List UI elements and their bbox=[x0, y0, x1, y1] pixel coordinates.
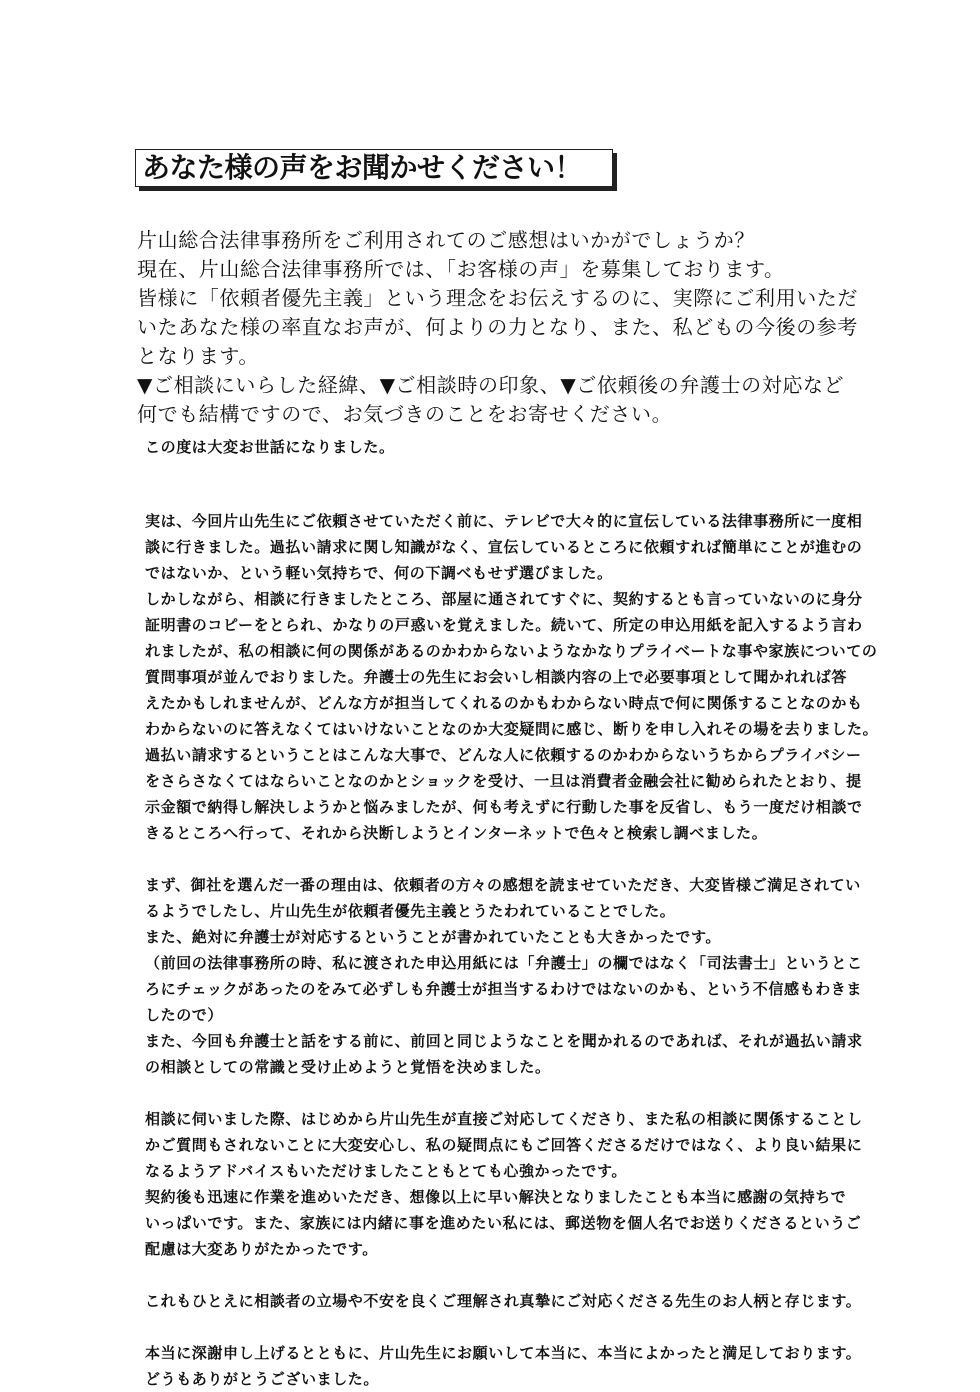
intro-section bbox=[137, 226, 857, 429]
body-line: いっぱいです。また、家族には内緒に事を進めたい私には、郵送物を個人名でお送りくださるというご bbox=[145, 1214, 862, 1232]
body-line: （前回の法律事務所の時、私に渡された申込用紙には「弁護士」の欄ではなく「司法書士」というとこ bbox=[145, 954, 863, 972]
intro-line: となります。 bbox=[137, 344, 259, 368]
paragraph-3 bbox=[145, 872, 863, 1080]
paragraph-1 bbox=[145, 434, 855, 460]
page-title: あなた様の声をお聞かせください！ bbox=[142, 151, 583, 184]
body-line: どうもありがとうございました。 bbox=[145, 1370, 380, 1388]
body-line: 質問事項が並んでおりました。弁護士の先生にお会いし相談内容の上で必要事項として聞かれれば答 bbox=[145, 668, 848, 686]
paragraph-5 bbox=[145, 1288, 862, 1314]
body-line: また、絶対に弁護士が対応するということが書かれていたことも大きかったです。 bbox=[145, 928, 722, 946]
body-line: しかしながら、相談に行きましたところ、部屋に通されてすぐに、契約するとも言っていないのに身分 bbox=[145, 590, 863, 608]
intro-line: ▼ご相談にいらした経緯、▼ご相談時の印象、▼ご依頼後の弁護士の対応など bbox=[137, 373, 845, 397]
body-line: るようでしたし、片山先生が依頼者優先主義とうたわれていることでした。 bbox=[145, 902, 676, 920]
body-line: えたかもしれませんが、どんな方が担当してくれるのかもわからない時点で何に関係することなのかも bbox=[145, 694, 863, 712]
paragraph-2 bbox=[145, 508, 879, 846]
body-line: きるところへ行って、それから決断しようとインターネットで色々と検索し調べました。 bbox=[145, 824, 768, 842]
intro-line: 皆様に「依頼者優先主義」という理念をお伝えするのに、実際にご利用いただ bbox=[137, 286, 858, 310]
body-line: 配慮は大変ありがたかったです。 bbox=[145, 1240, 378, 1258]
body-line: なるようアドバイスもいただけましたこともとても心強かったです。 bbox=[145, 1162, 627, 1180]
body-line: かご質問もされないことに大変安心し、私の疑問点にもご回答くださるだけではなく、より良い結果に bbox=[145, 1136, 863, 1154]
body-line: 本当に深謝申し上げるとともに、片山先生にお願いして本当に、本当によかったと満足しております。 bbox=[145, 1344, 862, 1362]
body-line: 談に行きました。過払い請求に関し知識がなく、宣伝しているところに依頼すれば簡単にことが進むの bbox=[145, 538, 863, 556]
body-line: 相談に伺いました際、はじめから片山先生が直接ご対応してくださり、また私の相談に関係することし bbox=[145, 1110, 863, 1128]
body-line: ろにチェックがあったのをみて必ずしも弁護士が担当するわけではないのかも、という不信感もわきま bbox=[145, 980, 863, 998]
paragraph-4 bbox=[145, 1106, 863, 1262]
body-line: また、今回も弁護士と話をする前に、前回と同じようなことを聞かれるのであれば、それが過払い請求 bbox=[145, 1032, 863, 1050]
body-line: れましたが、私の相談に何の関係があるのかわからないようなかなりプライベートな事や家族についての bbox=[145, 642, 878, 660]
body-line: 実は、今回片山先生にご依頼させていただく前に、テレビで大々的に宣伝している法律事務所に一度相 bbox=[145, 512, 863, 530]
testimonial-body bbox=[145, 434, 879, 1392]
body-line: をさらさなくてはならいことなのかとショックを受け、一旦は消費者金融会社に勧められたとおり、提 bbox=[145, 772, 862, 790]
body-line: 示金額で納得し解決しようかと悩みましたが、何も考えずに行動した事を反省し、もう一度だけ相談で bbox=[145, 798, 863, 816]
paragraph-6 bbox=[145, 1340, 862, 1392]
body-line: 過払い請求するということはこんな大事で、どんな人に依頼するのかわからないうちからプライバシー bbox=[145, 746, 862, 764]
body-line: ではないか、という軽い気持ちで、何の下調べもせず選びました。 bbox=[145, 564, 613, 582]
intro-line: 片山総合法律事務所をご利用されてのご感想はいかがでしょうか？ bbox=[137, 228, 755, 252]
body-line: したので） bbox=[145, 1006, 224, 1024]
body-line: まず、御社を選んだ一番の理由は、依頼者の方々の感想を読ませていただき、大変皆様ご満足されてい bbox=[145, 876, 861, 894]
body-line: 契約後も迅速に作業を進めいただき、想像以上に早い解決となりましたことも本当に感謝の気持ちで bbox=[145, 1188, 847, 1206]
body-line: この度は大変お世話になりました。 bbox=[145, 438, 395, 456]
intro-line: 現在、片山総合法律事務所では、「お客様の声」を募集しております。 bbox=[137, 257, 785, 281]
body-line: 証明書のコピーをとられ、かなりの戸惑いを覚えました。続いて、所定の申込用紙を記入するよう言わ bbox=[145, 616, 863, 634]
body-line: わからないのに答えなくてはいけないことなのか大変疑問に感じ、断りを申し入れその場を去りました。 bbox=[145, 720, 879, 738]
title-box bbox=[135, 149, 613, 187]
intro-line: いたあなた様の率直なお声が、何よりの力となり、また、私どもの今後の参考 bbox=[137, 315, 858, 339]
body-line: の相談としての常識と受け止めようと覚悟を決めました。 bbox=[145, 1058, 551, 1076]
body-line: これもひとえに相談者の立場や不安を良くご理解され真摯にご対応くださる先生のお人柄と存じます。 bbox=[145, 1292, 862, 1310]
intro-line: 何でも結構ですので、お気づきのことをお寄せください。 bbox=[137, 402, 673, 426]
